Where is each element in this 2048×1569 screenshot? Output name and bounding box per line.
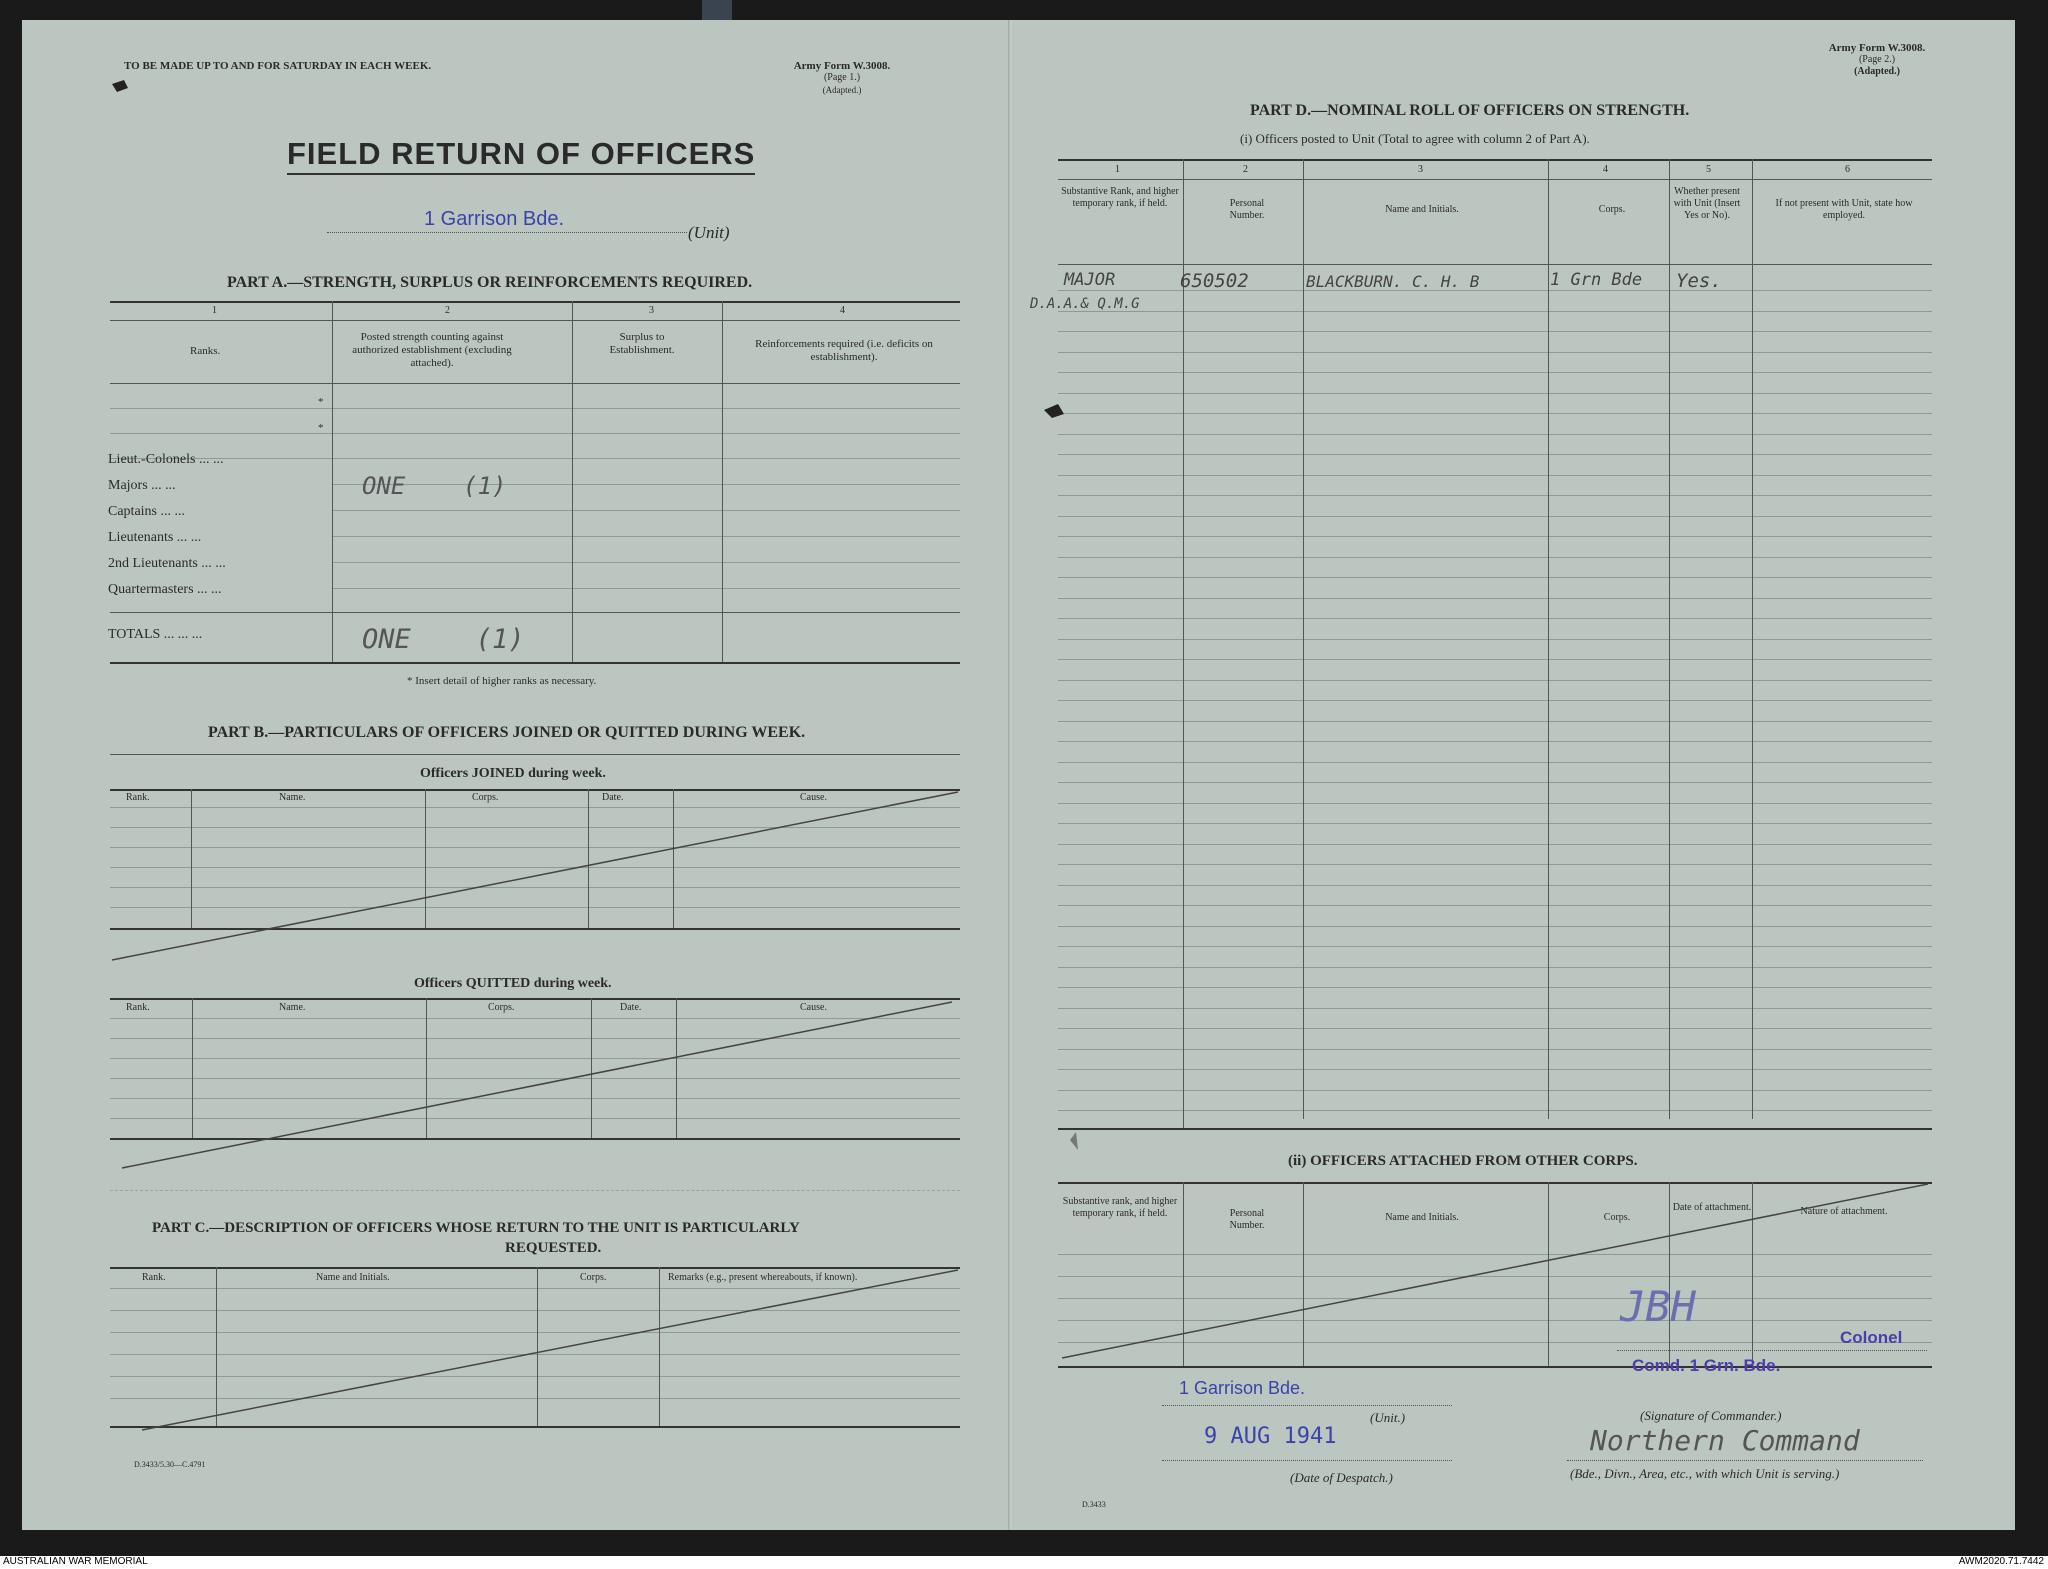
- attached-header-corps: Corps.: [1603, 1212, 1631, 1223]
- form-page-1: [22, 20, 1012, 1530]
- signature-label: (Signature of Commander.): [1640, 1408, 1782, 1423]
- part-d-col6-num: 6: [1845, 164, 1850, 175]
- strike-lines: [22, 20, 1012, 1530]
- print-code-2: D.3433: [1082, 1500, 1106, 1509]
- form-page-2: [1012, 20, 2015, 1530]
- part-c-header-corps: Corps.: [580, 1272, 607, 1283]
- part-d-col2-num: 2: [1243, 164, 1248, 175]
- part-d-col3-num: 3: [1418, 164, 1423, 175]
- adapted-label-2: (Adapted.): [1854, 66, 1900, 77]
- totals-entry: ONE (1): [362, 624, 525, 655]
- binder-clip: [702, 0, 732, 22]
- unit-label: (Unit): [688, 223, 730, 242]
- quitted-header-name: Name.: [279, 1002, 306, 1013]
- star-mark: *: [318, 422, 324, 434]
- majors-entry: ONE (1): [362, 472, 507, 500]
- part-d-header-name: Name and Initials.: [1385, 204, 1459, 215]
- part-a-col1-num: 1: [212, 305, 217, 316]
- joined-header-rank: Rank.: [126, 792, 150, 803]
- page-label: (Page 1.): [823, 72, 861, 83]
- totals-label: TOTALS ... ... ...: [108, 627, 203, 642]
- form-number: Army Form W.3008.: [793, 60, 891, 72]
- comd-stamp: Comd. 1 Grn. Bde.: [1632, 1356, 1781, 1375]
- rank-lieut-colonels: Lieut.-Colonels ... ...: [108, 452, 224, 467]
- page-label-2: (Page 2.): [1858, 54, 1896, 65]
- adapted-label: (Adapted.): [822, 85, 862, 95]
- part-d-subtitle: (i) Officers posted to Unit (Total to agree with column 2 of Part A).: [1240, 131, 1590, 146]
- part-c-title-line2: REQUESTED.: [505, 1240, 602, 1256]
- part-a-header-reinforcements: Reinforcements required (i.e. deficits on establishment).: [755, 338, 933, 363]
- part-c-title-line1: PART C.—DESCRIPTION OF OFFICERS WHOSE RETURN TO THE UNIT IS PARTICULARLY: [152, 1220, 800, 1236]
- quitted-title: Officers QUITTED during week.: [414, 976, 612, 991]
- form-number-2: Army Form W.3008.: [1828, 42, 1926, 54]
- part-a-col4-num: 4: [840, 305, 845, 316]
- attached-header-rank: Substantive rank, and higher temporary rank, if held.: [1062, 1196, 1178, 1219]
- part-b-title: PART B.—PARTICULARS OF OFFICERS JOINED OR QUITTED DURING WEEK.: [208, 724, 806, 741]
- rank-majors: Majors ... ...: [108, 478, 176, 493]
- part-d-header-rank: Substantive Rank, and higher temporary rank, if held.: [1061, 186, 1179, 209]
- part-d-header-corps: Corps.: [1598, 204, 1626, 215]
- unit-stamp-2: 1 Garrison Bde.: [1179, 1378, 1306, 1398]
- part-d-header-number: Personal Number.: [1229, 198, 1265, 221]
- print-code: D.3433/5.30—C.4791: [134, 1460, 206, 1469]
- entry-present: Yes.: [1676, 270, 1722, 292]
- colonel-stamp: Colonel: [1840, 1328, 1903, 1347]
- top-note: TO BE MADE UP TO AND FOR SATURDAY IN EACH WEEK.: [124, 60, 432, 72]
- unit-label-2: (Unit.): [1370, 1410, 1406, 1425]
- entry-rank: MAJOR: [1064, 270, 1116, 290]
- footer-left-credit: AUSTRALIAN WAR MEMORIAL: [3, 1556, 148, 1567]
- attached-title: (ii) OFFICERS ATTACHED FROM OTHER CORPS.: [1288, 1153, 1638, 1169]
- attached-header-date: Date of attachment.: [1672, 1202, 1752, 1213]
- formation-label: (Bde., Divn., Area, etc., with which Unit is serving.): [1570, 1466, 1840, 1481]
- part-c-header-rank: Rank.: [142, 1272, 166, 1283]
- rank-captains: Captains ... ...: [108, 504, 185, 519]
- entry-personal-number: 650502: [1180, 270, 1249, 292]
- part-d-col5-num: 5: [1706, 164, 1711, 175]
- attached-strike-line: [1012, 20, 2015, 1530]
- attached-header-name: Name and Initials.: [1385, 1212, 1459, 1223]
- entry-corps: 1 Grn Bde: [1550, 270, 1643, 290]
- star-mark: *: [318, 396, 324, 408]
- attached-header-number: Personal Number.: [1229, 1208, 1265, 1231]
- rank-quartermasters: Quartermasters ... ...: [108, 582, 222, 597]
- joined-header-date: Date.: [602, 792, 624, 803]
- joined-header-cause: Cause.: [800, 792, 827, 803]
- joined-title: Officers JOINED during week.: [420, 766, 606, 781]
- part-a-header-posted: Posted strength counting against authorized establishment (excluding attached).: [352, 331, 512, 369]
- part-d-header-employed: If not present with Unit, state how employed.: [1775, 198, 1913, 221]
- rank-2nd-lieutenants: 2nd Lieutenants ... ...: [108, 556, 226, 571]
- unit-stamp: 1 Garrison Bde.: [424, 208, 565, 230]
- part-d-col4-num: 4: [1603, 164, 1608, 175]
- rank-lieutenants: Lieutenants ... ...: [108, 530, 202, 545]
- quitted-header-date: Date.: [620, 1002, 642, 1013]
- part-d-header-present: Whether present with Unit (Insert Yes or No).: [1673, 186, 1741, 221]
- attached-header-nature: Nature of attachment.: [1800, 1206, 1888, 1217]
- quitted-header-cause: Cause.: [800, 1002, 827, 1013]
- part-a-col2-num: 2: [445, 305, 450, 316]
- part-a-footnote: * Insert detail of higher ranks as necessary.: [407, 675, 597, 687]
- commander-signature: JBH: [1620, 1282, 1696, 1331]
- formation-handwritten: Northern Command: [1590, 1424, 1860, 1457]
- part-a-col3-num: 3: [649, 305, 654, 316]
- part-d-col1-num: 1: [1115, 164, 1120, 175]
- part-a-header-surplus: Surplus to Establishment.: [609, 331, 675, 356]
- part-c-header-name: Name and Initials.: [316, 1272, 390, 1283]
- date-label: (Date of Despatch.): [1290, 1470, 1393, 1485]
- part-a-title: PART A.—STRENGTH, SURPLUS OR REINFORCEMENTS REQUIRED.: [227, 274, 753, 291]
- form-title: FIELD RETURN OF OFFICERS: [287, 136, 755, 175]
- joined-header-corps: Corps.: [472, 792, 499, 803]
- part-c-header-remarks: Remarks (e.g., present whereabouts, if known).: [668, 1272, 858, 1283]
- footer-right-accession: AWM2020.71.7442: [1958, 1556, 2044, 1567]
- date-stamp: 9 AUG 1941: [1204, 1424, 1337, 1449]
- entry-rank-appointment: D.A.A.& Q.M.G: [1030, 296, 1140, 312]
- quitted-header-corps: Corps.: [488, 1002, 515, 1013]
- quitted-header-rank: Rank.: [126, 1002, 150, 1013]
- part-d-title: PART D.—NOMINAL ROLL OF OFFICERS ON STRENGTH.: [1250, 102, 1690, 119]
- part-a-header-ranks: Ranks.: [190, 345, 221, 357]
- joined-header-name: Name.: [279, 792, 306, 803]
- entry-name: BLACKBURN. C. H. B: [1306, 272, 1480, 291]
